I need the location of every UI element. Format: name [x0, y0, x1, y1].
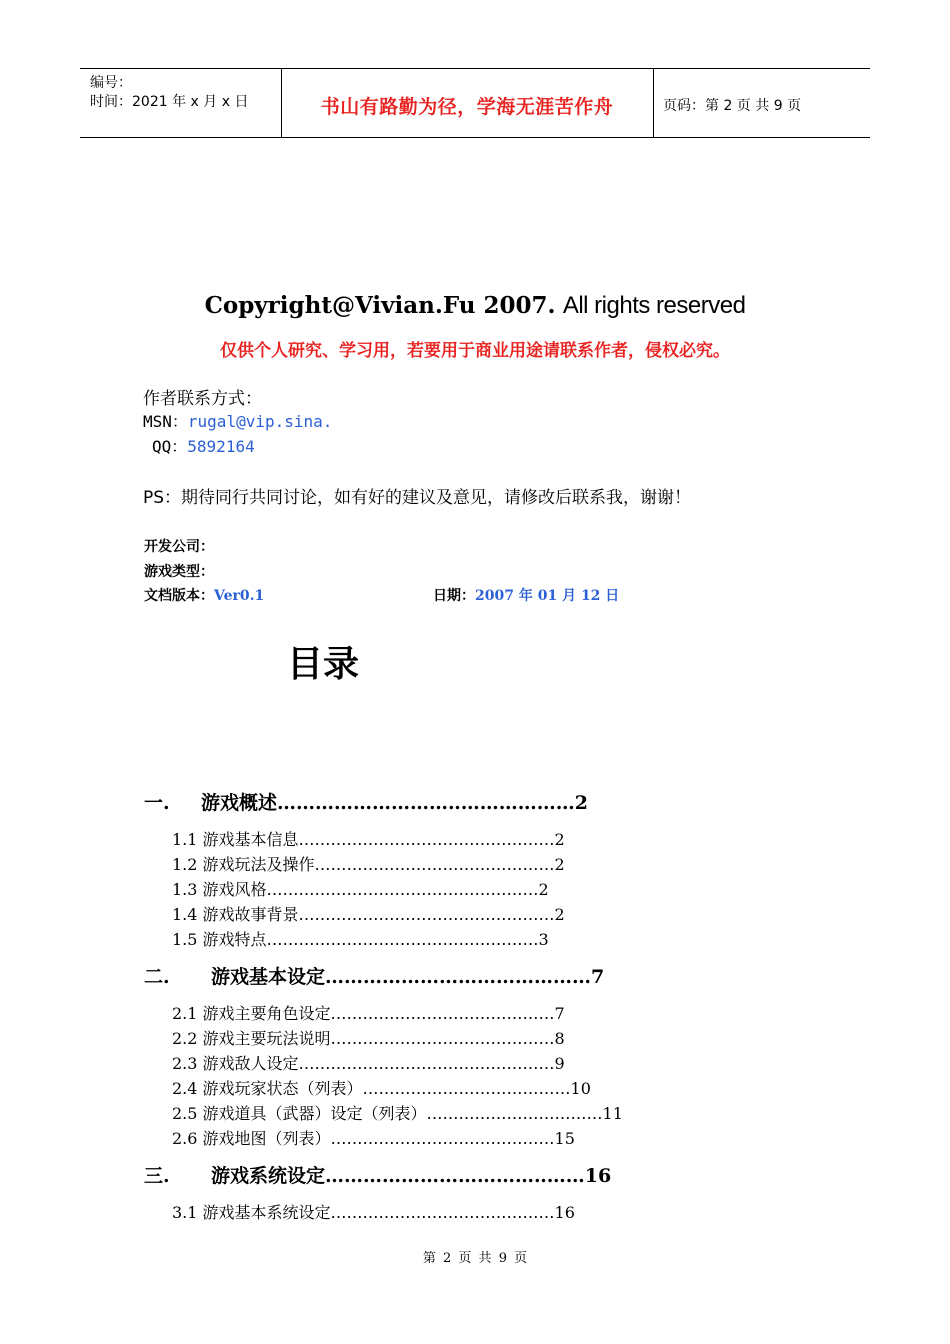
toc-section-number: 一.	[144, 792, 170, 814]
toc-title: 目录	[287, 644, 360, 685]
toc-item[interactable]: 2.4 游戏玩家状态（列表）…………………………………10	[172, 1079, 591, 1098]
game-type-label: 游戏类型：	[144, 564, 214, 580]
header-time-label: 时间：2021 年 x 月 x 日	[90, 94, 249, 110]
toc-item[interactable]: 1.4 游戏故事背景…………………………………………2	[172, 905, 565, 924]
toc-section-3[interactable]	[144, 1161, 611, 1188]
toc-section-number: 二.	[144, 966, 170, 988]
ps-note: PS：期待同行共同讨论，如有好的建议及意见，请修改后联系我，谢谢！	[143, 488, 692, 508]
toc-item[interactable]: 3.1 游戏基本系统设定……………………………………16	[172, 1203, 575, 1222]
copyright-text: Copyright@Vivian.Fu 2007.	[204, 292, 556, 319]
usage-notice: 仅供个人研究、学习用，若要用于商业用途请联系作者，侵权必究。	[220, 341, 730, 361]
msn-label: MSN：	[143, 412, 188, 431]
toc-section-title: 游戏概述………………………‥………………2	[201, 792, 589, 814]
copyright-line	[0, 292, 950, 320]
toc-section-title: 游戏系统设定……………………………‥……16	[211, 1165, 612, 1187]
date-label: 日期：	[433, 588, 475, 604]
header-number-label: 编号：	[90, 75, 132, 91]
header-page-label: 页码：第 2 页 共 9 页	[663, 98, 802, 114]
version-row	[144, 585, 264, 605]
version-label: 文档版本：	[144, 588, 214, 604]
header-motto-cell	[281, 69, 654, 137]
toc-item[interactable]: 1.3 游戏风格……………………………………………2	[172, 880, 549, 899]
toc-item[interactable]: 2.3 游戏敌人设定…………………………………………9	[172, 1054, 565, 1073]
toc-section-1[interactable]	[144, 788, 588, 815]
toc-section-number: 三.	[144, 1165, 170, 1187]
version-value: Ver0.1	[214, 588, 265, 604]
qq-value[interactable]: 5892164	[187, 437, 255, 456]
header-motto: 书山有路勤为径，学海无涯苦作舟	[320, 96, 614, 118]
company-label: 开发公司：	[144, 539, 214, 555]
date-row	[433, 585, 619, 605]
toc-item[interactable]: 1.2 游戏玩法及操作………………………………………2	[172, 855, 565, 874]
date-value: 2007 年 01 月 12 日	[475, 588, 620, 604]
contact-heading: 作者联系方式：	[143, 389, 262, 409]
page-footer: 第 2 页 共 9 页	[422, 1251, 528, 1266]
toc-item[interactable]: 2.6 游戏地图（列表）……………………………………15	[172, 1129, 575, 1148]
toc-section-2[interactable]	[144, 962, 604, 989]
toc-item[interactable]: 1.1 游戏基本信息…………………………………………2	[172, 830, 565, 849]
header-meta-cell	[80, 69, 282, 137]
rights-text: All rights reserved	[562, 292, 746, 319]
contact-msn	[143, 409, 332, 432]
qq-label: QQ：	[152, 437, 188, 456]
contact-qq	[152, 434, 255, 457]
header-page-cell	[654, 69, 870, 137]
toc-item[interactable]: 1.5 游戏特点……………………………………………3	[172, 930, 549, 949]
toc-item[interactable]: 2.5 游戏道具（武器）设定（列表）……………………………11	[172, 1104, 623, 1123]
page-header-table	[80, 68, 870, 138]
msn-value[interactable]: rugal@vip.sina.	[187, 412, 333, 431]
toc-item[interactable]: 2.2 游戏主要玩法说明……………………………………8	[172, 1029, 565, 1048]
toc-section-title: 游戏基本设定……………………………………7	[211, 966, 605, 988]
toc-item[interactable]: 2.1 游戏主要角色设定……………………………………7	[172, 1004, 565, 1023]
